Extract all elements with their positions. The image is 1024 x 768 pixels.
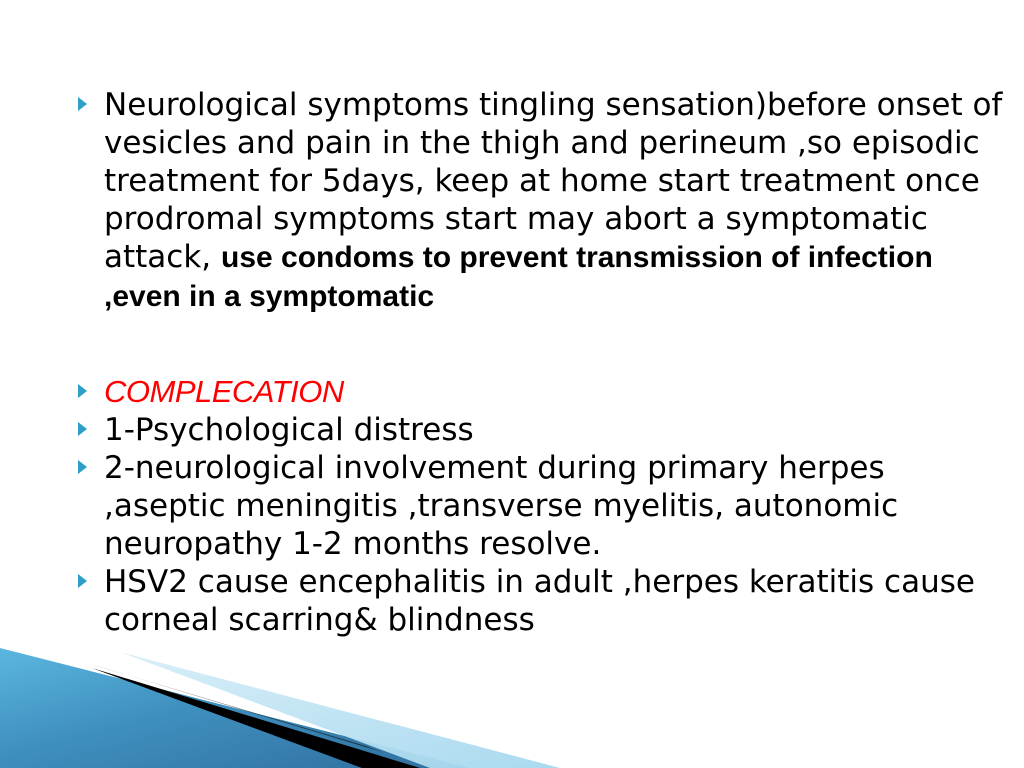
bullet-marker-icon xyxy=(78,460,87,474)
dark-stripe-fade xyxy=(90,664,382,752)
bullet-text-bold: use condoms to prevent transmission of infection ,even in a symptomatic xyxy=(104,241,933,313)
bullet-marker-icon xyxy=(78,384,87,398)
bullet-text: HSV2 cause encephalitis in adult ,herpes keratitis cause corneal scarring& blindness xyxy=(104,564,975,638)
bullet-marker-icon xyxy=(78,574,87,588)
blue-wedge xyxy=(0,648,470,768)
bullet-item-psychological-distress xyxy=(74,411,1004,449)
dark-stripe xyxy=(92,668,420,768)
bullet-text xyxy=(104,86,1004,316)
bullet-item-complecation-heading xyxy=(74,373,1004,411)
bullet-item-neurological-symptoms xyxy=(74,86,1004,316)
bullet-item-hsv2-complications xyxy=(74,563,1004,639)
slide-content xyxy=(74,86,1004,639)
light-blue-wedge xyxy=(120,652,560,768)
section-heading: COMPLECATION xyxy=(104,374,344,409)
bullet-marker-icon xyxy=(78,422,87,436)
bullet-text: 2-neurological involvement during primary herpes ,aseptic meningitis ,transverse myelitis, autonomic neuropathy 1-2 months resolve. xyxy=(104,450,899,562)
bullet-item-neurological-involvement xyxy=(74,449,1004,563)
bullet-text-normal: Neurological symptoms tingling sensation)before onset of vesicles and pain in the thigh and perineum ,so episodic treatment for 5days, keep at home start treatment once prodromal symptoms start may abort a symptomatic attack, xyxy=(104,87,1003,275)
bullet-marker-icon xyxy=(78,97,87,111)
bullet-text: 1-Psychological distress xyxy=(104,412,474,448)
